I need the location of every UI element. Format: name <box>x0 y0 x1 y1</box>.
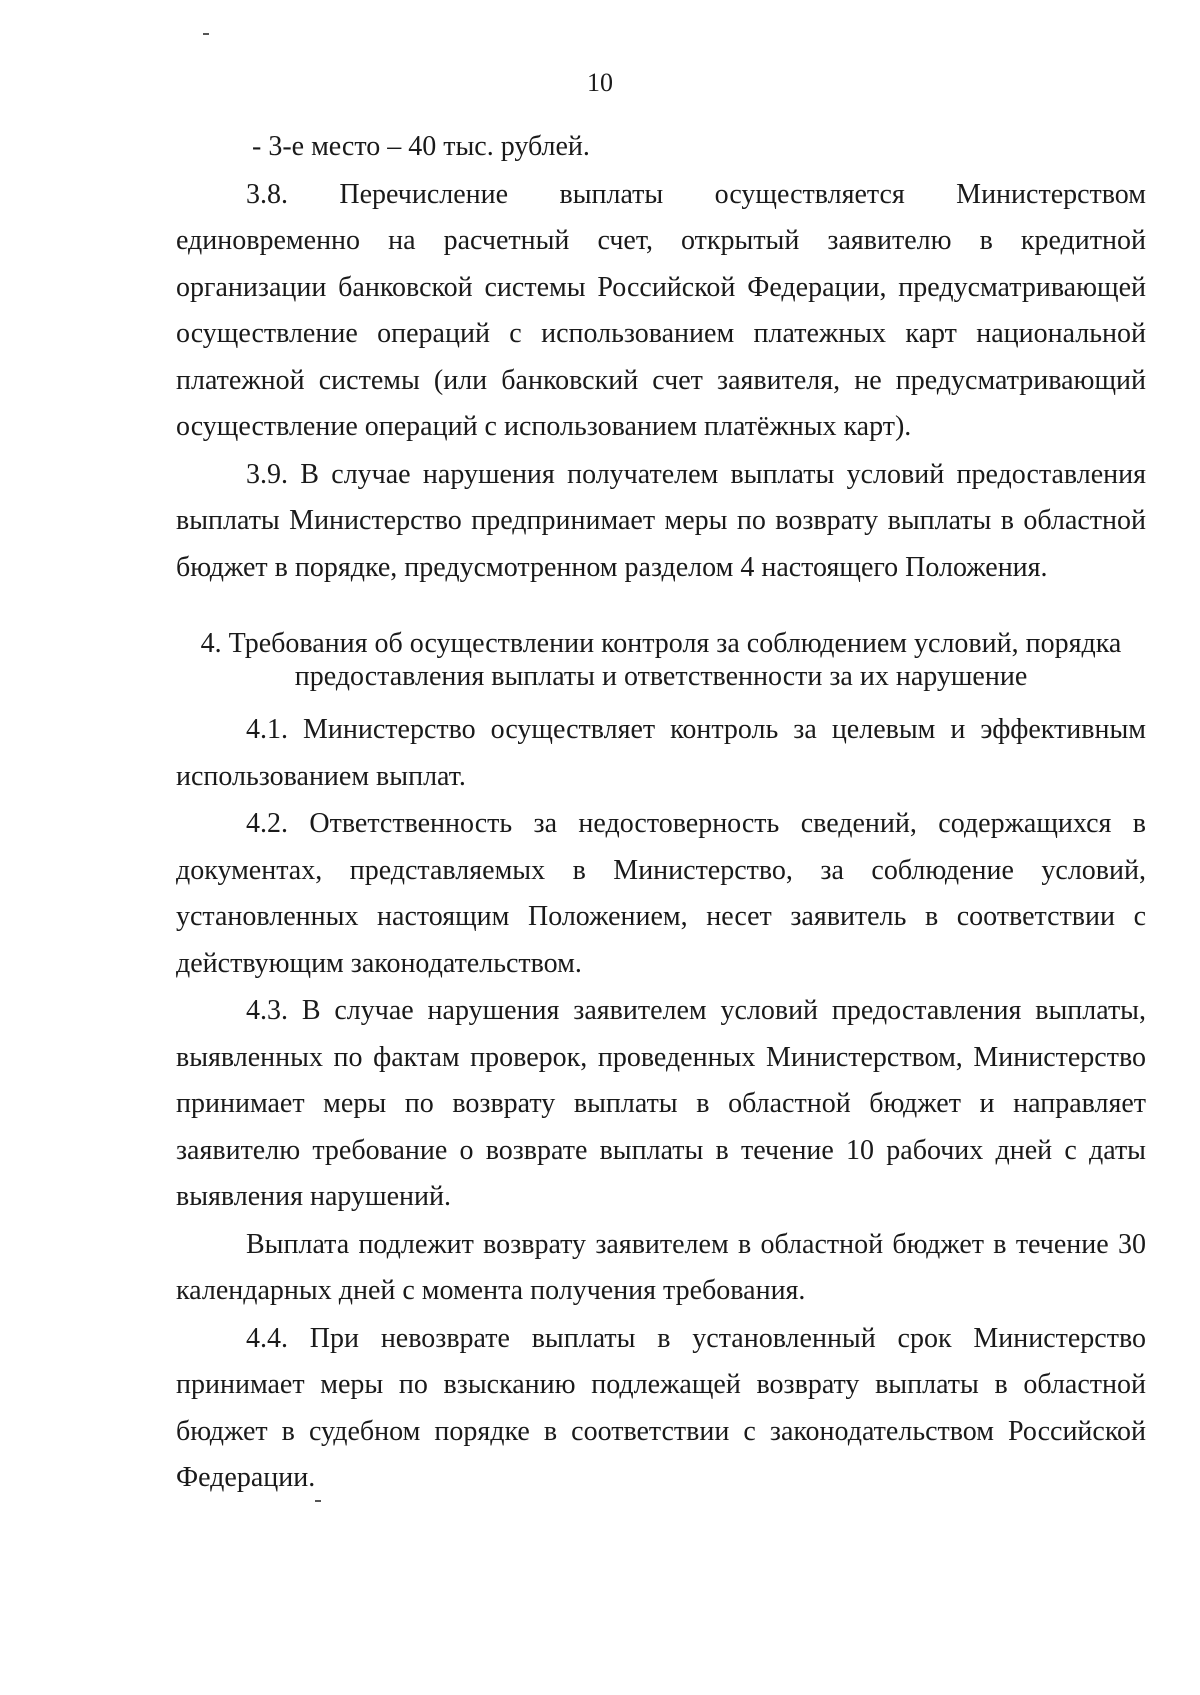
paragraph-4-1: 4.1. Министерство осуществляет контроль за целевым и эффективным использованием выплат. <box>176 714 1146 792</box>
section-4-title-line-1: 4. Требования об осуществлении контроля за соблюдением условий, порядка <box>200 628 1122 659</box>
paragraph-3-9: 3.9. В случае нарушения получателем выплаты условий предоставления выплаты Министерство предпринимает меры по возврату выплаты в областной бюджет в порядке, предусмотренном разделом 4 настоящего Положения. <box>176 458 1146 583</box>
paragraph-3-8: 3.8. Перечисление выплаты осуществляется Министерством единовременно на расчетный счет, открытый заявителю в кредитной организации банковской системы Российской Федерации, предусматривающей осуществление операций с использованием платежных карт национальной платежной системы (или банковский счет заявителя, не предусматривающий осуществление операций с использованием платёжных карт). <box>176 178 1146 442</box>
paragraph-third-place: - 3-е место – 40 тыс. рублей. <box>252 131 590 162</box>
section-4-title-line-2: предоставления выплаты и ответственности за их нарушение <box>294 661 1028 692</box>
paragraph-4-3: 4.3. В случае нарушения заявителем условий предоставления выплаты, выявленных по фактам проверок, проведенных Министерством, Министерство принимает меры по возврату выплаты в областной бюджет и направляет заявителю требование о возврате выплаты в течение 10 рабочих дней с даты выявления нарушений. <box>176 995 1146 1212</box>
document-body <box>176 124 1146 1502</box>
page-number: 10 <box>587 68 613 97</box>
paragraph-4-4: 4.4. При невозврате выплаты в установленный срок Министерство принимает меры по взысканию подлежащей возврату выплаты в областной бюджет в судебном порядке в соответствии с законодательством Российской Федерации. <box>176 1322 1146 1493</box>
paragraph-4-2: 4.2. Ответственность за недостоверность сведений, содержащихся в документах, представляемых в Министерство, за соблюдение условий, установленных настоящим Положением, несет заявитель в соответствии с действующим законодательством. <box>176 808 1146 979</box>
scan-speck-top <box>203 33 209 35</box>
paragraph-refund-term: Выплата подлежит возврату заявителем в областной бюджет в течение 30 календарных дней с момента получения требования. <box>176 1228 1146 1306</box>
section-4-title <box>176 627 1146 693</box>
